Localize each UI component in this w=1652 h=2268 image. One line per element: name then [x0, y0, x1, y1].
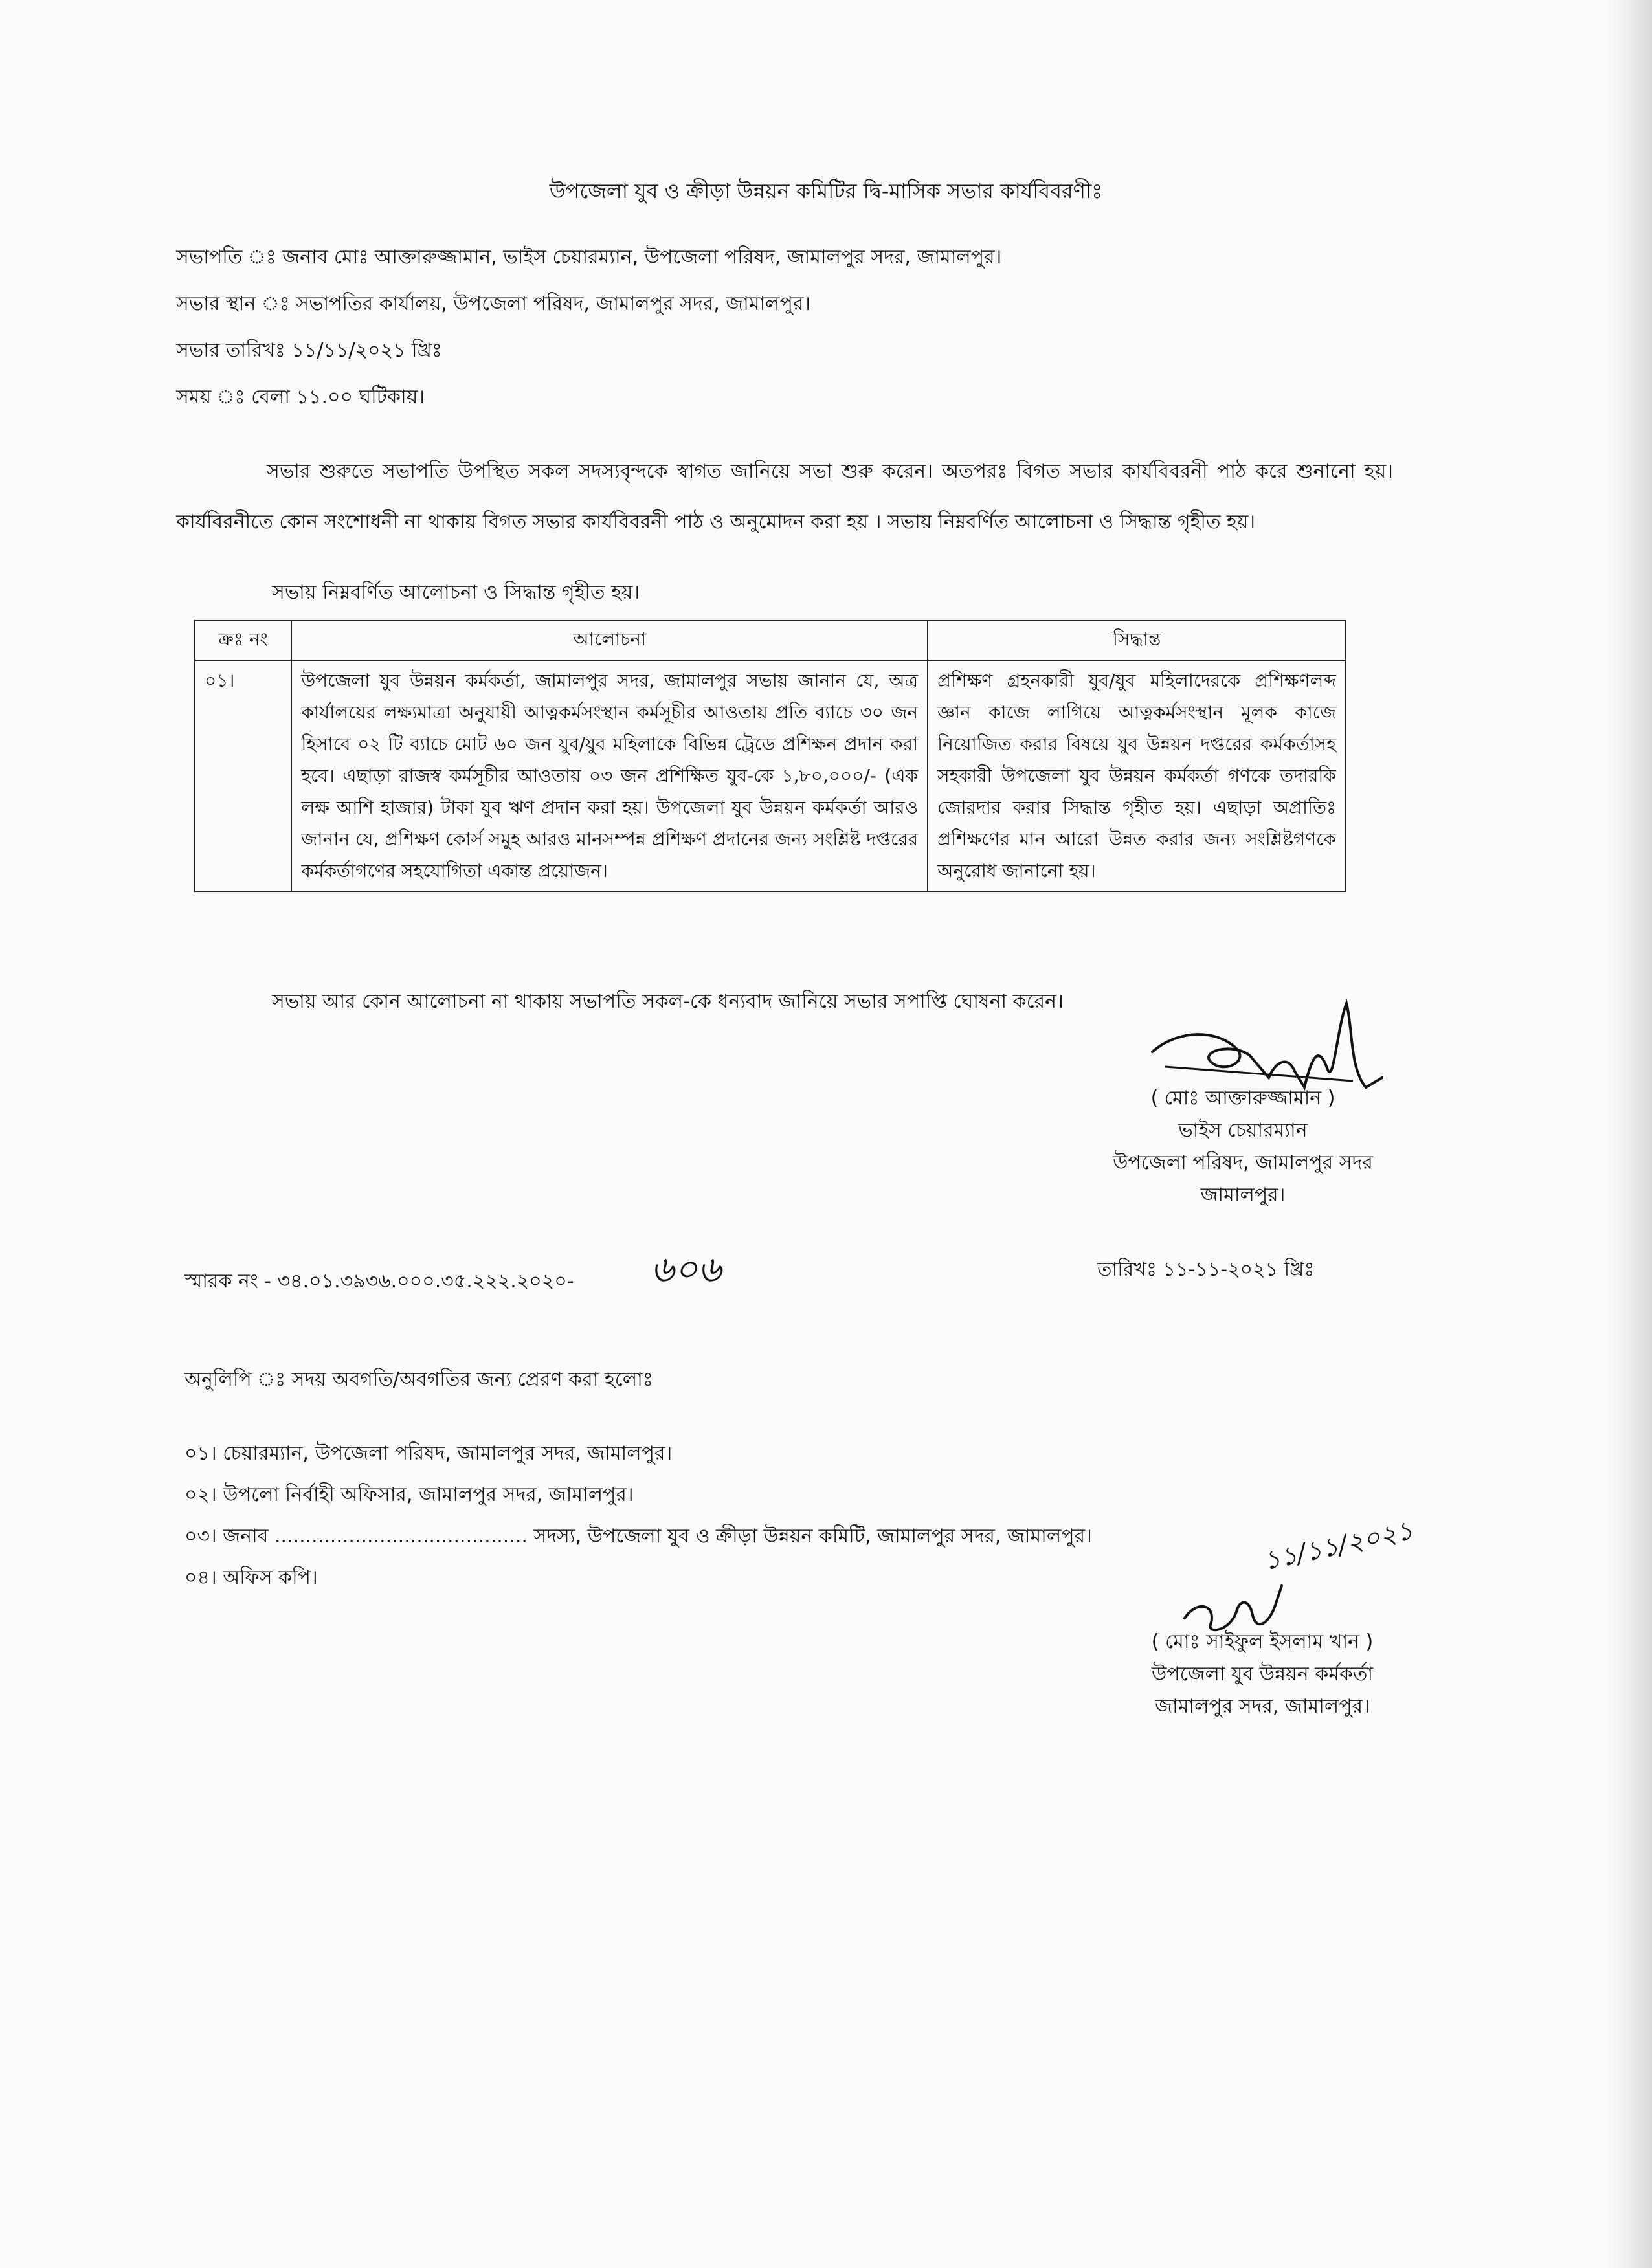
copy-item: ০২। উপলো নির্বাহী অফিসার, জামালপুর সদর, জামালপুর।	[184, 1484, 634, 1506]
meta-chair: সভাপতি ঃ জনাব মোঃ আক্তারুজ্জামান, ভাইস চেয়ারম্যান, উপজেলা পরিষদ, জামালপুর সদর, জামালপুর।	[176, 246, 1002, 269]
row-discussion: উপজেলা যুব উন্নয়ন কর্মকর্তা, জামালপুর সদর, জামালপুর সভায় জানান যে, অত্র কার্যালয়ের লক্ষ্যমাত্রা অনুযায়ী আত্নকর্মসংস্থান কর্মসূচীর আওতায় প্রতি ব্যাচে ৩০ জন হিসাবে ০২ টি ব্যাচে মোট ৬০ জন যুব/যুব মহিলাকে বিভিন্ন ট্রেডে প্রশিক্ষন প্রদান করা হবে। এছাড়া রাজস্ব কর্মসূচীর আওতায় ০৩ জন প্রশিক্ষিত যুব-কে ১,৮০,০০০/- (এক লক্ষ আশি হাজার) টাকা যুব ঋণ প্রদান করা হয়। উপজেলা যুব উন্নয়ন কর্মকর্তা আরও জানান যে, প্রশিক্ষণ কোর্স সমুহ আরও মানসম্পন্ন প্রশিক্ষণ প্রদানের জন্য সংশ্লিষ্ট দপ্তরের কর্মকর্তাগণের সহযোগিতা একান্ত প্রয়োজন।	[291, 660, 928, 891]
page-edge-shadow	[1607, 0, 1652, 2268]
table-header-row	[195, 621, 1346, 660]
memo-handwritten-number: ৬০৬	[651, 1249, 722, 1291]
copy-item: ০৩। জনাব ......................................... সদস্য, উপজেলা যুব ও ক্রীড়া উন্নয়ন কমিটি, জামালপুর সদর, জামালপুর।	[184, 1525, 1092, 1548]
intro-repeat: সভায় নিম্নবর্ণিত আলোচনা ও সিদ্ধান্ত গৃহীত হয়।	[272, 581, 640, 604]
row-decision: প্রশিক্ষণ গ্রহনকারী যুব/যুব মহিলাদেরকে প্রশিক্ষণলব্দ জ্ঞান কাজে লাগিয়ে আত্নকর্মসংস্থান মূলক কাজে নিয়োজিত করার বিষয়ে যুব উন্নয়ন দপ্তরের কর্মকর্তাসহ সহকারী উপজেলা যুব উন্নয়ন কর্মকর্তা গণকে তদারকি জোরদার করার সিদ্ধান্ত গৃহীত হয়। এছাড়া অপ্রাতিঃ প্রশিক্ষণের মান আরো উন্নত করার জন্য সংশ্লিষ্টগণকে অনুরোধ জানানো হয়।	[928, 660, 1346, 891]
officer-handwritten-date: ১১/১১/২০২১	[1260, 1515, 1416, 1577]
intro-paragraph	[176, 447, 1393, 548]
copy-item: ০৪। অফিস কপি।	[184, 1566, 318, 1589]
closing-statement: সভায় আর কোন আলোচনা না থাকায় সভাপতি সকল-কে ধন্যবাদ জানিয়ে সভার সপাপ্তি ঘোষনা করেন।	[272, 990, 1064, 1013]
minutes-table	[194, 620, 1346, 892]
meta-time: সময় ঃ বেলা ১১.০০ ঘটিকায়।	[176, 386, 425, 408]
meta-venue: সভার স্থান ঃ সভাপতির কার্যালয়, উপজেলা পরিষদ, জামালপুর সদর, জামালপুর।	[176, 293, 811, 315]
signatory2-name: ( মোঃ সাইফুল ইসলাম খান )	[1151, 1630, 1374, 1653]
copy-heading: অনুলিপি ঃ সদয় অবগতি/অবগতির জন্য প্রেরণ করা হলোঃ	[184, 1368, 653, 1391]
document-title: উপজেলা যুব ও ক্রীড়া উন্নয়ন কমিটির দ্বি-মাসিক সভার কার্যবিবরণীঃ	[549, 179, 1103, 203]
signatory1-block	[1094, 1082, 1392, 1212]
header-serial: ক্রঃ নং	[195, 621, 291, 660]
header-decision: সিদ্ধান্ত	[928, 621, 1346, 660]
header-discussion: আলোচনা	[291, 621, 928, 660]
table-row	[195, 660, 1346, 891]
copy-item: ০১। চেয়ারম্যান, উপজেলা পরিষদ, জামালপুর সদর, জামালপুর।	[184, 1442, 673, 1465]
signatory2-block	[1100, 1626, 1424, 1723]
signatory2-place: জামালপুর সদর, জামালপুর।	[1155, 1695, 1370, 1718]
memo-date: তারিখঃ ১১-১১-২০২১ খ্রিঃ	[1097, 1258, 1315, 1281]
signatory1-name: ( মোঃ আক্তারুজ্জামান )	[1150, 1087, 1335, 1109]
meta-date: সভার তারিখঃ ১১/১১/২০২১ খ্রিঃ	[176, 339, 442, 362]
intro-paragraph-text: সভার শুরুতে সভাপতি উপস্থিত সকল সদস্যবৃন্দকে স্বাগত জানিয়ে সভা শুরু করেন। অতপরঃ বিগত সভার কার্যবিবরনী পাঠ করে শুনানো হয়। কার্যবিরনীতে কোন সংশোধনী না থাকায় বিগত সভার কার্যবিবরনী পাঠ ও অনুমোদন করা হয় । সভায় নিম্নবর্ণিত আলোচনা ও সিদ্ধান্ত গৃহীত হয়।	[176, 460, 1393, 533]
signatory1-title: ভাইস চেয়ারম্যান	[1178, 1119, 1308, 1142]
signatory1-office: উপজেলা পরিষদ, জামালপুর সদর	[1113, 1151, 1373, 1174]
signatory1-place: জামালপুর।	[1200, 1184, 1286, 1206]
row-serial: ০১।	[195, 660, 291, 891]
memo-number: স্মারক নং - ৩৪.০১.৩৯৩৬.০০০.৩৫.২২২.২০২০-	[184, 1270, 574, 1293]
signatory2-title: উপজেলা যুব উন্নয়ন কর্মকর্তা	[1151, 1663, 1374, 1685]
